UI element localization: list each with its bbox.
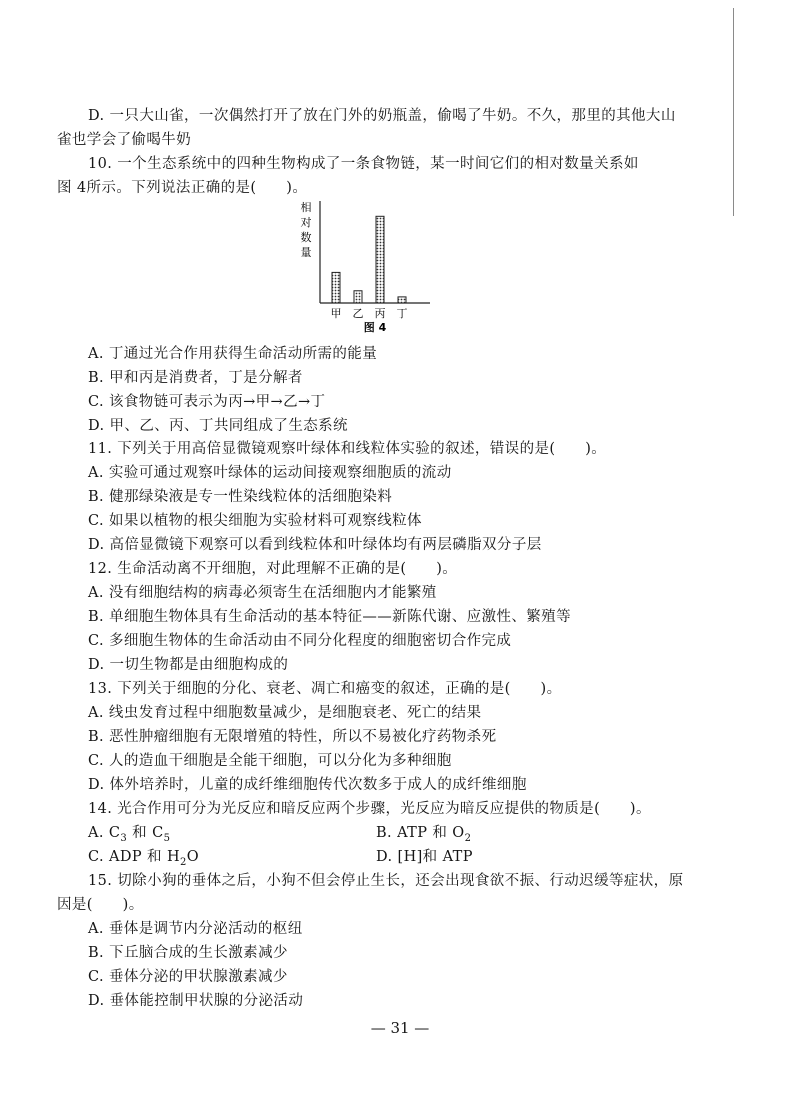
bar-丙 <box>376 216 384 303</box>
q11-stem: 11. 下列关于用高倍显微镜观察叶绿体和线粒体实验的叙述，错误的是( )。 <box>88 441 607 457</box>
q13-option-a: A. 线虫发育过程中细胞数量减少，是细胞衰老、死亡的结果 <box>88 705 482 721</box>
subscript: 2 <box>180 856 187 868</box>
figure-caption: 图 4 <box>363 321 387 334</box>
q11-option-b: B. 健那绿染液是专一性染线粒体的活细胞染料 <box>88 489 393 505</box>
q9-option-d: D. 一只大山雀，一次偶然打开了放在门外的奶瓶盖，偷喝了牛奶。不久，那里的其他大山 <box>88 108 676 124</box>
q14-option-b-text: B. ATP 和 O <box>376 825 465 841</box>
y-axis-label-char: 对 <box>300 216 312 229</box>
x-tick-label: 乙 <box>352 307 364 320</box>
q11-option-c: C. 如果以植物的根尖细胞为实验材料可观察线粒体 <box>88 513 422 529</box>
y-axis-label-char: 量 <box>300 246 312 259</box>
q12-option-b: B. 单细胞生物体具有生命活动的基本特征——新陈代谢、应激性、繁殖等 <box>88 609 571 625</box>
q11-option-d: D. 高倍显微镜下观察可以看到线粒体和叶绿体均有两层磷脂双分子层 <box>88 537 542 553</box>
q15-stem-cont: 因是( )。 <box>57 897 144 913</box>
q14-option-c <box>88 847 199 867</box>
q14-option-a <box>88 823 170 843</box>
subscript: 2 <box>464 832 472 844</box>
y-axis-label-char: 数 <box>300 231 312 244</box>
q14-option-a-text: A. C <box>88 825 121 841</box>
x-tick-label: 甲 <box>330 307 342 320</box>
q11-option-a: A. 实验可通过观察叶绿体的运动间接观察细胞质的流动 <box>88 465 452 481</box>
y-axis-label-char: 相 <box>300 201 312 214</box>
q14-option-d: D. [H]和 ATP <box>376 849 473 865</box>
bar-丁 <box>398 297 406 303</box>
q12-stem: 12. 生命活动离不开细胞，对此理解不正确的是( )。 <box>88 561 458 577</box>
scan-edge-line <box>733 8 734 216</box>
q14-option-a-text: 和 C <box>127 825 164 841</box>
q10-option-c: C. 该食物链可表示为丙→甲→乙→丁 <box>88 394 326 410</box>
q13-option-d: D. 体外培养时，儿童的成纤维细胞传代次数多于成人的成纤维细胞 <box>88 777 527 793</box>
q14-option-b <box>376 823 471 843</box>
q10-stem-cont: 图 4所示。下列说法正确的是( )。 <box>57 180 308 196</box>
q13-option-b: B. 恶性肿瘤细胞有无限增殖的特性，所以不易被化疗药物杀死 <box>88 729 497 745</box>
q15-option-c: C. 垂体分泌的甲状腺激素减少 <box>88 969 288 985</box>
q14-option-c-text: C. ADP 和 H <box>88 849 181 865</box>
bar-甲 <box>332 272 340 303</box>
q13-option-c: C. 人的造血干细胞是全能干细胞，可以分化为多种细胞 <box>88 753 452 769</box>
q10-option-b: B. 甲和丙是消费者，丁是分解者 <box>88 370 303 386</box>
q13-stem: 13. 下列关于细胞的分化、衰老、凋亡和癌变的叙述，正确的是( )。 <box>88 681 562 697</box>
bar-乙 <box>354 291 362 303</box>
q15-option-b: B. 下丘脑合成的生长激素减少 <box>88 945 288 961</box>
q12-option-c: C. 多细胞生物体的生命活动由不同分化程度的细胞密切合作完成 <box>88 633 512 649</box>
subscript: 5 <box>163 832 171 844</box>
q9-option-d-cont: 雀也学会了偷喝牛奶 <box>57 132 192 148</box>
q12-option-d: D. 一切生物都是由细胞构成的 <box>88 657 289 673</box>
q15-option-d: D. 垂体能控制甲状腺的分泌活动 <box>88 993 304 1009</box>
figure-4-bar-chart <box>292 199 442 339</box>
q10-option-a: A. 丁通过光合作用获得生命活动所需的能量 <box>88 346 378 362</box>
q14-option-c-text: O <box>186 849 200 865</box>
x-tick-label: 丙 <box>374 307 386 320</box>
q10-option-d: D. 甲、乙、丙、丁共同组成了生态系统 <box>88 418 348 434</box>
q15-stem: 15. 切除小狗的垂体之后，小狗不但会停止生长，还会出现食欲不振、行动迟缓等症状，原 <box>88 873 684 889</box>
q12-option-a: A. 没有细胞结构的病毒必须寄生在活细胞内才能繁殖 <box>88 585 437 601</box>
x-tick-label: 丁 <box>396 307 408 320</box>
q15-option-a: A. 垂体是调节内分泌活动的枢纽 <box>88 921 303 937</box>
q10-stem: 10. 一个生态系统中的四种生物构成了一条食物链，某一时间它们的相对数量关系如 <box>88 156 639 172</box>
y-axis-label <box>301 200 312 259</box>
subscript: 3 <box>120 832 128 844</box>
page-number: — 31 — <box>370 1019 430 1037</box>
q14-stem: 14. 光合作用可分为光反应和暗反应两个步骤，光反应为暗反应提供的物质是( )。 <box>88 801 651 817</box>
